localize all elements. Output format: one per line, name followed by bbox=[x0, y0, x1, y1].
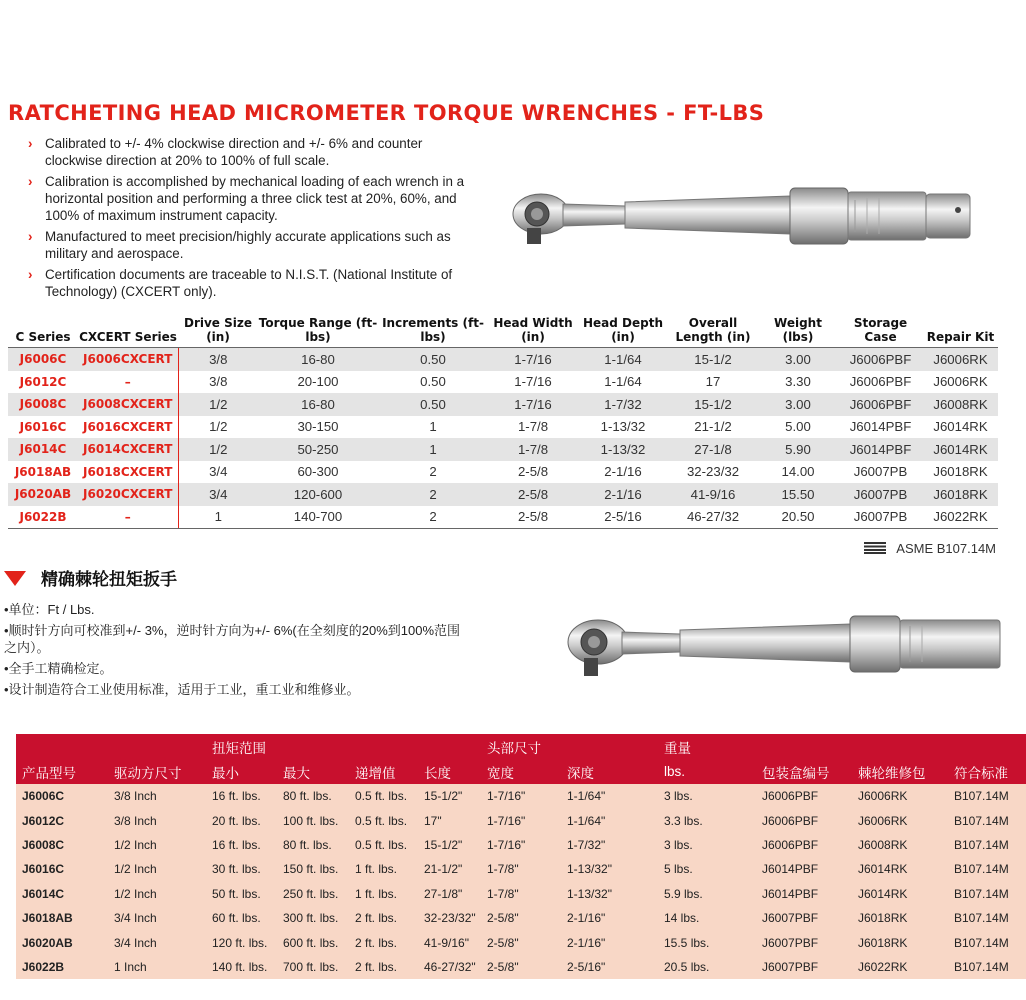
table-cell: 32-23/32 bbox=[686, 464, 740, 480]
table-row bbox=[16, 833, 1026, 857]
chevron-right-icon: › bbox=[28, 267, 33, 282]
col-header: 驱动方尺寸 bbox=[114, 765, 182, 781]
table-cell: J6006RK bbox=[933, 374, 988, 390]
table-cell: B107.14M bbox=[954, 935, 1009, 950]
table-cell: B107.14M bbox=[954, 886, 1009, 901]
table-cell: J6007PBF bbox=[762, 935, 819, 950]
cn-feature-item: •全手工精确检定。 bbox=[4, 661, 113, 676]
model-cell: J6006C bbox=[22, 789, 65, 804]
table-cell: 2-5/8 bbox=[488, 506, 578, 529]
table-cell: 3/4 bbox=[178, 483, 258, 506]
group-header bbox=[948, 734, 1026, 759]
table-cell: 20.5 lbs. bbox=[664, 959, 710, 974]
col-header: Head Depth (in) bbox=[578, 316, 668, 348]
table-cell: 1-13/32 bbox=[600, 419, 646, 435]
table-cell: 1-7/32" bbox=[567, 837, 606, 852]
table-cell: 700 ft. lbs. bbox=[283, 959, 339, 974]
table-cell: J6008RK bbox=[858, 837, 908, 852]
table-cell: 5.9 lbs. bbox=[664, 886, 703, 901]
cn-feature-item: •顺时针方向可校准到+/- 3%，逆时针方向为+/- 6%(在全刻度的20%到100%范围之内）。 bbox=[4, 623, 461, 655]
col-header: Storage Case bbox=[838, 316, 923, 348]
model-cell: J6018AB bbox=[22, 911, 73, 926]
c-series-cell: J6012C bbox=[19, 374, 67, 389]
cxcert-series-cell: J6020CXCERT bbox=[78, 483, 178, 506]
table-cell: B107.14M bbox=[954, 911, 1009, 926]
table-cell: 16 ft. lbs. bbox=[212, 837, 261, 852]
table-cell: 1/2 bbox=[178, 393, 258, 416]
table-cell: 2-5/8" bbox=[487, 935, 519, 950]
cn-feature-item: •设计制造符合工业使用标准，适用于工业，重工业和维修业。 bbox=[4, 682, 360, 697]
group-header bbox=[16, 734, 108, 759]
feature-item: › Certification documents are traceable to N.I.S.T. (National Institute of Technology) (CXCERT only). bbox=[28, 267, 453, 299]
col-header: lbs. bbox=[664, 764, 686, 779]
cxcert-series-cell: – bbox=[78, 506, 178, 529]
table-cell: J6018RK bbox=[923, 483, 998, 506]
cxcert-series-cell: – bbox=[78, 371, 178, 394]
table-cell: 1-7/8 bbox=[488, 438, 578, 461]
triangle-down-icon bbox=[4, 571, 26, 586]
table-cell: 3/8 Inch bbox=[114, 789, 157, 804]
table-cell: J6007PB bbox=[838, 483, 923, 506]
col-header: 最小 bbox=[212, 765, 239, 781]
table-cell: 20.50 bbox=[758, 506, 838, 529]
table-cell: J6006PBF bbox=[762, 837, 819, 852]
table-cell: 3/8 Inch bbox=[114, 813, 157, 828]
table-cell: 80 ft. lbs. bbox=[283, 789, 332, 804]
table-cell: J6018RK bbox=[858, 935, 908, 950]
table-cell: B107.14M bbox=[954, 789, 1009, 804]
col-header: 包装盒编号 bbox=[762, 765, 830, 781]
table-cell: 3.30 bbox=[785, 374, 811, 390]
table-row bbox=[8, 371, 998, 394]
table-cell: J6014RK bbox=[858, 886, 908, 901]
table-cell: 27-1/8" bbox=[424, 886, 463, 901]
table-cell: J6006PBF bbox=[762, 789, 819, 804]
table-cell: 1-1/64" bbox=[567, 813, 606, 828]
table-cell: 15.5 lbs. bbox=[664, 935, 710, 950]
c-series-cell: J6014C bbox=[8, 438, 78, 461]
table-cell: J6007PB bbox=[853, 464, 908, 480]
table-cell: J6018RK bbox=[933, 464, 988, 480]
table-cell: J6006RK bbox=[923, 348, 998, 371]
group-header bbox=[108, 734, 206, 759]
c-series-cell: J6022B bbox=[8, 506, 78, 529]
table-cell: 1-1/64 bbox=[604, 374, 642, 390]
table-cell: B107.14M bbox=[954, 837, 1009, 852]
c-series-cell: J6020AB bbox=[8, 483, 78, 506]
table-row bbox=[8, 348, 998, 371]
table-cell: 1 ft. lbs. bbox=[355, 862, 398, 877]
table-cell: 20 ft. lbs. bbox=[212, 813, 261, 828]
col-header: 递增值 bbox=[355, 765, 396, 781]
table-cell: 2-1/16" bbox=[567, 911, 606, 926]
table-cell: 5 lbs. bbox=[664, 862, 693, 877]
table-cell: J6007PBF bbox=[762, 911, 819, 926]
table-row bbox=[16, 906, 1026, 930]
cn-header-row bbox=[16, 759, 1026, 784]
col-header: 最大 bbox=[283, 765, 310, 781]
table-cell: 20-100 bbox=[297, 374, 339, 390]
table-cell: J6014PBF bbox=[762, 862, 819, 877]
col-header: Overall Length (in) bbox=[668, 316, 758, 348]
table-cell: 1 ft. lbs. bbox=[355, 886, 398, 901]
cn-feature-list bbox=[4, 601, 464, 702]
table-row bbox=[16, 808, 1026, 832]
table-cell: 120 ft. lbs. bbox=[212, 935, 268, 950]
torque-wrench-image bbox=[505, 180, 980, 260]
table-cell: 1 Inch bbox=[114, 959, 147, 974]
feature-item: › Calibration is accomplished by mechanical loading of each wrench in a horizontal position and performing a three click test at 20%, 60%, and 100% of maximum instrument capacity. bbox=[28, 174, 465, 223]
table-cell: 1-7/16" bbox=[487, 813, 526, 828]
table-cell: J6014RK bbox=[933, 419, 988, 435]
table-cell: 1-7/16 bbox=[514, 374, 552, 390]
table-cell: J6006PBF bbox=[838, 393, 923, 416]
col-header: 产品型号 bbox=[22, 765, 76, 781]
table-cell: 21-1/2 bbox=[694, 419, 732, 435]
table-cell: J6014RK bbox=[858, 862, 908, 877]
table-cell: 16 ft. lbs. bbox=[212, 789, 261, 804]
model-cell: J6008C bbox=[22, 837, 65, 852]
group-header bbox=[277, 734, 349, 759]
table-cell: 15.50 bbox=[758, 483, 838, 506]
table-cell: 2 bbox=[429, 464, 437, 480]
table-cell: 15-1/2 bbox=[668, 348, 758, 371]
col-header: Repair Kit bbox=[923, 316, 998, 348]
col-header: C Series bbox=[8, 316, 78, 348]
table-cell: 1-7/8" bbox=[487, 886, 519, 901]
table-cell: J6014RK bbox=[923, 438, 998, 461]
cn-section-title: 精确棘轮扭矩扳手 bbox=[0, 565, 177, 590]
table-cell: 32-23/32" bbox=[424, 911, 476, 926]
table-cell: 15-1/2" bbox=[424, 789, 463, 804]
table-cell: 1/2 Inch bbox=[114, 862, 157, 877]
table-cell: 600 ft. lbs. bbox=[283, 935, 339, 950]
table-cell: B107.14M bbox=[954, 959, 1009, 974]
table-cell: 2 bbox=[378, 483, 488, 506]
table-cell: 1-7/16 bbox=[488, 348, 578, 371]
table-cell: 0.50 bbox=[378, 393, 488, 416]
table-cell: 41-9/16 bbox=[668, 483, 758, 506]
table-row bbox=[16, 930, 1026, 954]
table-row bbox=[8, 438, 998, 461]
table-row bbox=[16, 882, 1026, 906]
table-cell: 41-9/16" bbox=[424, 935, 469, 950]
table-cell: 50 ft. lbs. bbox=[212, 886, 261, 901]
table-cell: 150 ft. lbs. bbox=[283, 862, 339, 877]
table-cell: J6007PB bbox=[838, 506, 923, 529]
chevron-right-icon: › bbox=[28, 136, 33, 151]
group-header: 扭矩范围 bbox=[212, 740, 266, 756]
table-cell: 14 lbs. bbox=[664, 911, 700, 926]
table-cell: B107.14M bbox=[954, 862, 1009, 877]
table-cell: 17" bbox=[424, 813, 442, 828]
torque-wrench-image bbox=[560, 610, 1000, 690]
table-cell: 3/8 bbox=[178, 348, 258, 371]
table-cell: 1 bbox=[429, 419, 437, 435]
table-cell: 17 bbox=[705, 374, 721, 390]
table-cell: 2-5/16 bbox=[578, 506, 668, 529]
col-header: Increments (ft-lbs) bbox=[378, 316, 488, 348]
feature-list bbox=[28, 135, 478, 304]
table-cell: J6022RK bbox=[923, 506, 998, 529]
table-cell: 27-1/8 bbox=[668, 438, 758, 461]
model-cell: J6016C bbox=[22, 862, 65, 877]
col-header: 长度 bbox=[424, 765, 451, 781]
table-cell: 2 ft. lbs. bbox=[355, 935, 398, 950]
model-cell: J6014C bbox=[22, 886, 65, 901]
cn-specs-table-container bbox=[16, 734, 1009, 984]
table-row bbox=[8, 416, 998, 439]
col-header: CXCERT Series bbox=[78, 316, 178, 348]
table-cell: 140-700 bbox=[258, 506, 378, 529]
chevron-right-icon: › bbox=[28, 174, 33, 189]
table-cell: 0.5 ft. lbs. bbox=[355, 813, 408, 828]
table-cell: J6006PBF bbox=[838, 348, 923, 371]
table-cell: 0.5 ft. lbs. bbox=[355, 837, 408, 852]
table-cell: J6018RK bbox=[858, 911, 908, 926]
table-row bbox=[16, 955, 1026, 979]
table-cell: J6006PBF bbox=[849, 374, 912, 390]
table-cell: 30-150 bbox=[297, 419, 339, 435]
table-cell: 1-7/8" bbox=[487, 862, 519, 877]
table-row bbox=[16, 784, 1026, 808]
col-header: 棘轮维修包 bbox=[858, 765, 926, 781]
table-cell: 1-7/16" bbox=[487, 789, 526, 804]
table-row bbox=[16, 857, 1026, 881]
table-cell: 300 ft. lbs. bbox=[283, 911, 339, 926]
cxcert-series-cell: J6018CXCERT bbox=[78, 461, 178, 484]
table-cell: 15-1/2 bbox=[668, 393, 758, 416]
table-cell: 3.00 bbox=[758, 393, 838, 416]
cn-group-header-row bbox=[16, 734, 1026, 759]
col-header: Drive Size (in) bbox=[178, 316, 258, 348]
table-cell: 2-5/8 bbox=[517, 464, 549, 480]
table-cell: 46-27/32 bbox=[668, 506, 758, 529]
c-series-cell: J6006C bbox=[8, 348, 78, 371]
model-cell: J6022B bbox=[22, 959, 65, 974]
table-cell: 2 ft. lbs. bbox=[355, 959, 398, 974]
cn-specs-table bbox=[16, 734, 1026, 979]
group-header bbox=[349, 734, 418, 759]
c-series-cell: J6016C bbox=[19, 419, 67, 434]
chevron-right-icon: › bbox=[28, 229, 33, 244]
model-cell: J6020AB bbox=[22, 935, 73, 950]
table-cell: 0.50 bbox=[378, 348, 488, 371]
table-header-row bbox=[8, 316, 998, 348]
table-cell: J6014PBF bbox=[849, 419, 912, 435]
cxcert-series-cell: J6016CXCERT bbox=[78, 416, 178, 439]
table-cell: 1/2 bbox=[178, 438, 258, 461]
group-header bbox=[418, 734, 481, 759]
group-header bbox=[852, 734, 948, 759]
table-cell: 1-13/32" bbox=[567, 862, 612, 877]
table-cell: 100 ft. lbs. bbox=[283, 813, 339, 828]
table-cell: 21-1/2" bbox=[424, 862, 463, 877]
table-cell: 1-7/16 bbox=[488, 393, 578, 416]
table-cell: 30 ft. lbs. bbox=[212, 862, 261, 877]
table-cell: J6007PBF bbox=[762, 959, 819, 974]
table-cell: 1/2 Inch bbox=[114, 886, 157, 901]
group-header: 头部尺寸 bbox=[487, 740, 541, 756]
table-cell: J6006RK bbox=[858, 813, 908, 828]
table-cell: 1/2 Inch bbox=[114, 837, 157, 852]
table-cell: 2-5/8" bbox=[487, 959, 519, 974]
table-cell: 3.3 lbs. bbox=[664, 813, 703, 828]
cn-feature-item: •单位：Ft / Lbs. bbox=[4, 602, 95, 617]
table-cell: 5.90 bbox=[758, 438, 838, 461]
table-cell: 2-1/16 bbox=[578, 483, 668, 506]
col-header: Torque Range (ft-lbs) bbox=[258, 316, 378, 348]
group-header bbox=[756, 734, 852, 759]
table-cell: 1-13/32" bbox=[567, 886, 612, 901]
table-cell: J6006PBF bbox=[762, 813, 819, 828]
table-row bbox=[8, 461, 998, 484]
table-cell: 1-7/32 bbox=[578, 393, 668, 416]
col-header: Weight (lbs) bbox=[758, 316, 838, 348]
table-cell: 3/8 bbox=[209, 374, 228, 390]
table-cell: 5.00 bbox=[785, 419, 811, 435]
table-cell: 1-1/64 bbox=[578, 348, 668, 371]
table-cell: J6014PBF bbox=[762, 886, 819, 901]
table-cell: 250 ft. lbs. bbox=[283, 886, 339, 901]
table-cell: 3/4 Inch bbox=[114, 911, 157, 926]
table-cell: 16-80 bbox=[258, 393, 378, 416]
table-cell: 46-27/32" bbox=[424, 959, 476, 974]
table-cell: 3.00 bbox=[758, 348, 838, 371]
table-cell: 80 ft. lbs. bbox=[283, 837, 332, 852]
feature-item: › Manufactured to meet precision/highly accurate applications such as military and aerospace. bbox=[28, 229, 451, 261]
table-cell: J6022RK bbox=[858, 959, 908, 974]
table-cell: 60 ft. lbs. bbox=[212, 911, 261, 926]
us-flag-icon bbox=[864, 542, 886, 554]
table-cell: 2 bbox=[378, 506, 488, 529]
model-cell: J6012C bbox=[22, 813, 65, 828]
table-cell: 1 bbox=[178, 506, 258, 529]
col-header: Head Width (in) bbox=[488, 316, 578, 348]
table-row bbox=[8, 506, 998, 529]
table-cell: J6014PBF bbox=[838, 438, 923, 461]
table-cell: 2-5/8 bbox=[488, 483, 578, 506]
table-cell: J6006RK bbox=[858, 789, 908, 804]
table-row bbox=[8, 483, 998, 506]
table-cell: 1-13/32 bbox=[578, 438, 668, 461]
c-series-cell: J6008C bbox=[8, 393, 78, 416]
table-cell: 2-1/16" bbox=[567, 935, 606, 950]
group-header: 重量 bbox=[664, 740, 691, 756]
table-cell: 16-80 bbox=[258, 348, 378, 371]
table-cell: 60-300 bbox=[297, 464, 339, 480]
table-cell: 3/4 bbox=[209, 464, 228, 480]
table-cell: 50-250 bbox=[258, 438, 378, 461]
table-cell: 0.50 bbox=[420, 374, 446, 390]
table-cell: 1-7/8 bbox=[517, 419, 549, 435]
table-cell: 3 lbs. bbox=[664, 837, 693, 852]
table-cell: 140 ft. lbs. bbox=[212, 959, 268, 974]
table-cell: 1 bbox=[378, 438, 488, 461]
table-cell: 1-7/16" bbox=[487, 837, 526, 852]
table-row bbox=[8, 393, 998, 416]
col-header: 符合标准 bbox=[954, 765, 1008, 781]
asme-standard-label: ASME B107.14M bbox=[864, 541, 996, 556]
specs-table bbox=[8, 316, 998, 529]
table-cell: 3/4 Inch bbox=[114, 935, 157, 950]
table-cell: 15-1/2" bbox=[424, 837, 463, 852]
table-cell: 0.5 ft. lbs. bbox=[355, 789, 408, 804]
feature-item: › Calibrated to +/- 4% clockwise direction and +/- 6% and counter clockwise direction at 20% to 100% of full scale. bbox=[28, 136, 423, 168]
table-cell: 3 lbs. bbox=[664, 789, 693, 804]
cxcert-series-cell: J6014CXCERT bbox=[78, 438, 178, 461]
table-cell: 2-1/16 bbox=[604, 464, 642, 480]
table-cell: 1-1/64" bbox=[567, 789, 606, 804]
table-cell: 1/2 bbox=[209, 419, 228, 435]
table-cell: 14.00 bbox=[781, 464, 815, 480]
table-cell: 120-600 bbox=[258, 483, 378, 506]
group-header bbox=[561, 734, 658, 759]
col-header: 宽度 bbox=[487, 765, 514, 781]
table-cell: 2-5/8" bbox=[487, 911, 519, 926]
cxcert-series-cell: J6008CXCERT bbox=[78, 393, 178, 416]
table-cell: B107.14M bbox=[954, 813, 1009, 828]
col-header: 深度 bbox=[567, 765, 594, 781]
cxcert-series-cell: J6006CXCERT bbox=[78, 348, 178, 371]
table-cell: J6008RK bbox=[923, 393, 998, 416]
page-title: RATCHETING HEAD MICROMETER TORQUE WRENCHES - FT-LBS bbox=[8, 101, 765, 125]
table-cell: 2-5/16" bbox=[567, 959, 606, 974]
table-cell: 2 ft. lbs. bbox=[355, 911, 398, 926]
c-series-cell: J6018AB bbox=[14, 464, 72, 479]
